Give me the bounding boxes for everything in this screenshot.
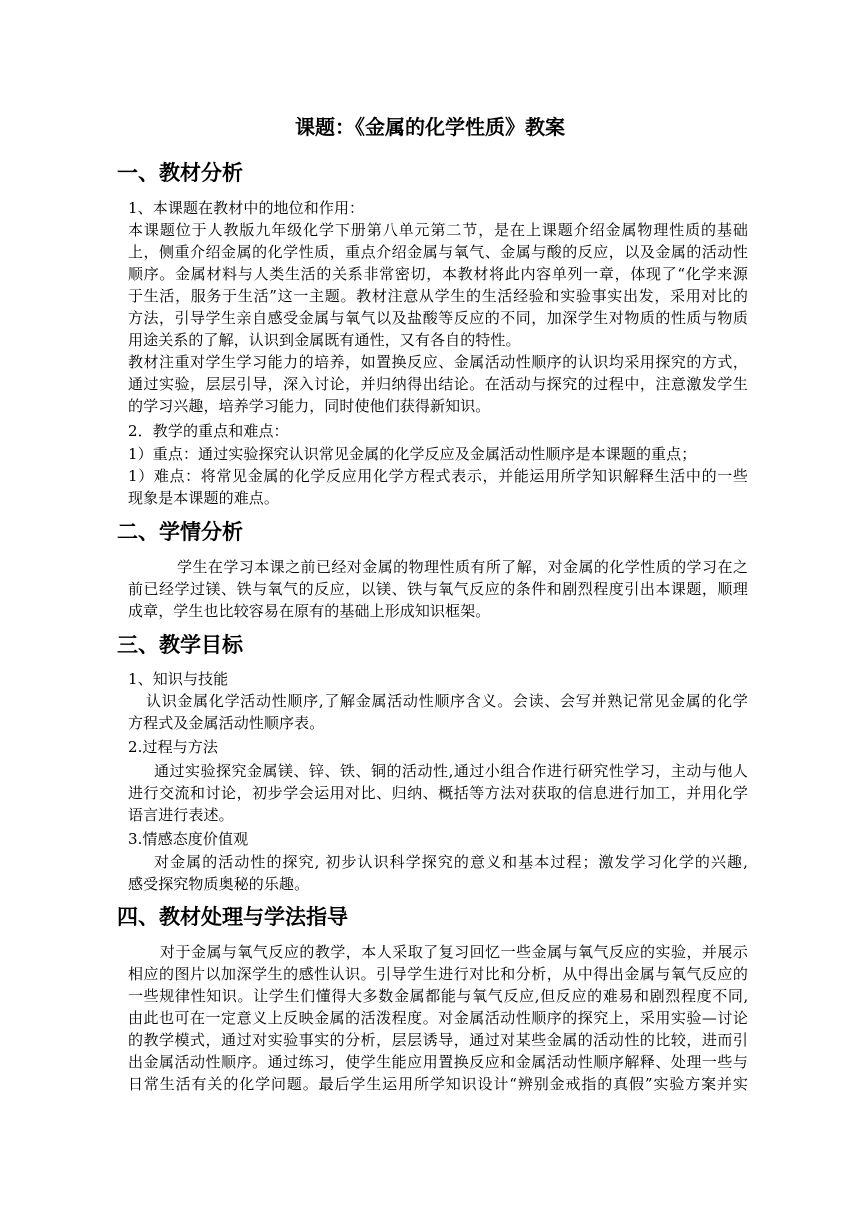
paragraph-line: 1、知识与技能 <box>128 670 229 688</box>
paragraph-line: 学生在学习本课之前已经对金属的物理性质有所了解，对金属的化学性质的学习在之 <box>177 558 748 576</box>
paragraph-line: 教材注重对学生学习能力的培养，如置换反应、金属活动性顺序的认识均采用探究的方式， <box>128 353 748 371</box>
paragraph-line: 认识金属化学活动性顺序,了解金属活动性顺序含义。会读、会写并熟记常见金属的化学 <box>146 692 748 710</box>
paragraph-line: 1）难点：将常见金属的化学反应用化学方程式表示，并能运用所学知识解释生活中的一些 <box>128 467 748 485</box>
paragraph-line: 出金属活动性顺序。通过练习，使学生能应用置换反应和金属活动性顺序解释、处理一些与 <box>128 1053 748 1071</box>
paragraph-line: 现象是本课题的难点。 <box>128 489 280 507</box>
paragraph-line: 一些规律性知识。让学生们懂得大多数金属都能与氧气反应,但反应的难易和剧烈程度不同, <box>128 987 748 1005</box>
paragraph-line: 3.情感态度价值观 <box>128 830 249 848</box>
paragraph-line: 顺序。金属材料与人类生活的关系非常密切，本教材将此内容单列一章，体现了“化学来源 <box>128 265 748 283</box>
paragraph-line: 本课题位于人教版九年级化学下册第八单元第二节，是在上课题介绍金属物理性质的基础 <box>128 221 748 239</box>
paragraph-line: 方程式及金属活动性顺序表。 <box>128 714 325 732</box>
paragraph-line: 1、本课题在教材中的地位和作用： <box>128 199 365 217</box>
section-heading-textbook-analysis: 一、教材分析 <box>117 160 243 185</box>
paragraph-line: 于生活，服务于生活”这一主题。教材注意从学生的生活经验和实验事实出发，采用对比的 <box>128 287 748 305</box>
paragraph-line: 上，侧重介绍金属的化学性质，重点介绍金属与氧气、金属与酸的反应，以及金属的活动性 <box>128 243 748 261</box>
paragraph-line: 感受探究物质奥秘的乐趣。 <box>128 875 310 893</box>
paragraph-line: 通过实验，层层引导，深入讨论，并归纳得出结论。在活动与探究的过程中，注意激发学生 <box>128 375 748 393</box>
paragraph-line: 进行交流和讨论，初步学会运用对比、归纳、概括等方法对获取的信息进行加工，并用化学 <box>128 784 748 802</box>
paragraph-line: 前已经学过镁、铁与氧气的反应，以镁、铁与氧气反应的条件和剧烈程度引出本课题，顺理 <box>128 580 748 598</box>
paragraph-line: 成章，学生也比较容易在原有的基础上形成知识框架。 <box>128 602 491 620</box>
paragraph-line: 通过实验探究金属镁、锌、铁、铜的活动性,通过小组合作进行研究性学习，主动与他人 <box>154 762 748 780</box>
document-title: 课题：《金属的化学性质》教案 <box>295 115 565 139</box>
paragraph-line: 用途关系的了解，认识到金属既有通性，又有各自的特性。 <box>128 331 521 349</box>
paragraph-line: 日常生活有关的化学问题。最后学生运用所学知识设计“辨别金戒指的真假”实验方案并实 <box>128 1075 748 1093</box>
section-heading-teaching-objectives: 三、教学目标 <box>117 632 243 657</box>
paragraph-line: 语言进行表述。 <box>128 806 234 824</box>
paragraph-line: 2.过程与方法 <box>128 738 219 756</box>
paragraph-line: 相应的图片以加深学生的感性认识。引导学生进行对比和分析，从中得出金属与氧气反应的 <box>128 965 748 983</box>
paragraph-line: 方法，引导学生亲自感受金属与氧气以及盐酸等反应的不同，加深学生对物质的性质与物质 <box>128 309 748 327</box>
paragraph-line: 1）重点：通过实验探究认识常见金属的化学反应及金属活动性顺序是本课题的重点； <box>128 445 697 463</box>
paragraph-line: 由此也可在一定意义上反映金属的活泼程度。对金属活动性顺序的探究上，采用实验—讨论 <box>128 1009 748 1027</box>
section-heading-material-handling: 四、教材处理与学法指导 <box>117 904 348 929</box>
paragraph-line: 的教学模式，通过对实验事实的分析，层层诱导，通过对某些金属的活动性的比较，进而引 <box>128 1031 748 1049</box>
paragraph-line: 的学习兴趣，培养学习能力，同时使他们获得新知识。 <box>128 397 491 415</box>
paragraph-line: 对金属的活动性的探究, 初步认识科学探究的意义和基本过程；激发学习化学的兴趣, <box>154 853 748 871</box>
section-heading-student-analysis: 二、学情分析 <box>117 519 243 544</box>
paragraph-line: 2．教学的重点和难点： <box>128 422 289 440</box>
paragraph-line: 对于金属与氧气反应的教学，本人采取了复习回忆一些金属与氧气反应的实验，并展示 <box>160 943 748 961</box>
